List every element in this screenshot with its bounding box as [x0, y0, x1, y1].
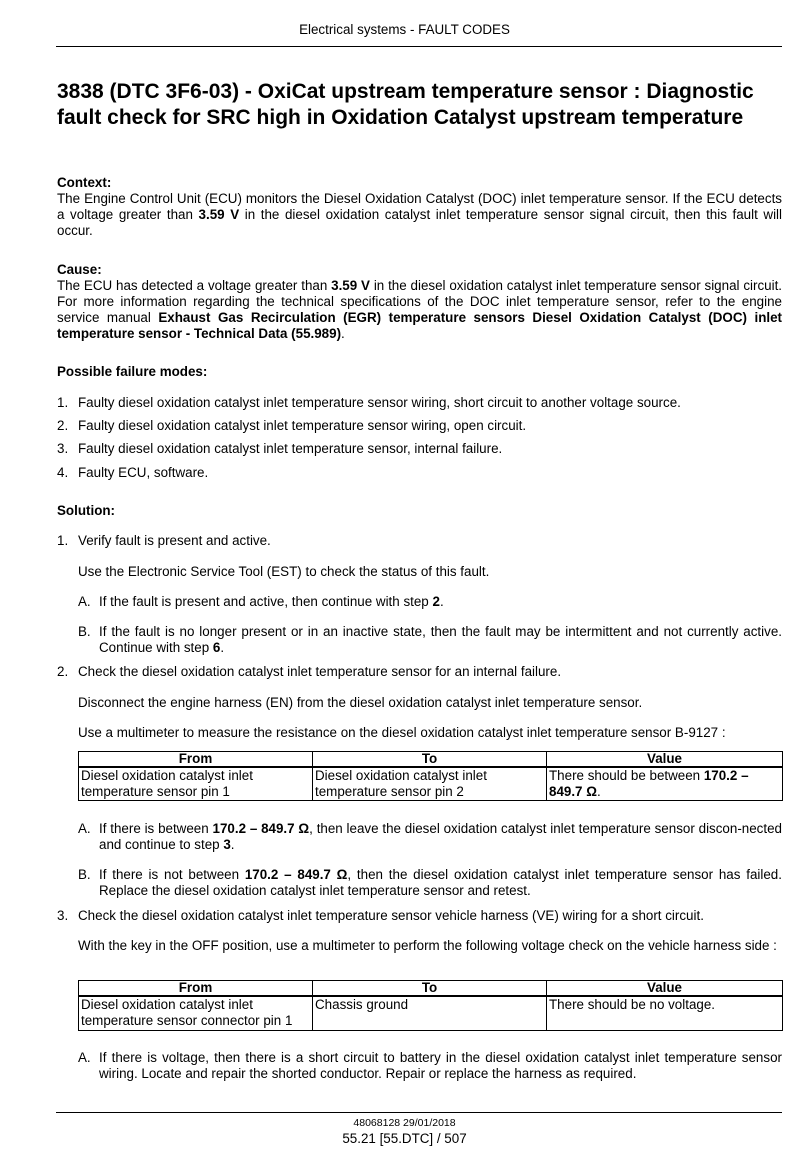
list-item: Faulty diesel oxidation catalyst inlet temperature sensor, internal failure. [78, 441, 503, 456]
footer-document-id: 48068128 29/01/2018 [353, 1117, 456, 1129]
step-3a-text: If there is voltage, then there is a short circuit to battery in the diesel oxidation catalyst inlet temperature sensor wiring. Locate and repair the shorted conductor. Repair or replace the harness as required. [99, 1050, 782, 1081]
step-1a-text: If the fault is present and active, then continue with step 2. [99, 594, 444, 609]
cause-heading: Cause: [57, 262, 102, 277]
step-2-instruction: Disconnect the engine harness (EN) from the diesel oxidation catalyst inlet temperature sensor. [78, 695, 643, 710]
step-1-number: 1. [57, 533, 69, 548]
resistance-check-table [78, 751, 783, 801]
step-1a-letter: A. [78, 594, 91, 609]
table-header: From [79, 981, 313, 997]
table-header: From [79, 752, 313, 768]
failure-modes-heading: Possible failure modes: [57, 364, 208, 379]
context-heading: Context: [57, 175, 112, 190]
context-text: The Engine Control Unit (ECU) monitors the Diesel Oxidation Catalyst (DOC) inlet temperature sensor. If the ECU detects a voltage greater than 3.59 V in the diesel oxidation catalyst inlet temperature sensor signal circuit, then this fault will occur. [57, 191, 783, 238]
step-2-text: Check the diesel oxidation catalyst inlet temperature sensor for an internal failure. [78, 664, 562, 679]
step-3-instruction: With the key in the OFF position, use a multimeter to perform the following voltage check on the vehicle harness side : [78, 938, 777, 953]
list-item-number: 2. [57, 418, 69, 433]
table-cell: Diesel oxidation catalyst inlet temperature sensor connector pin 1 [79, 996, 313, 1030]
step-2-instruction: Use a multimeter to measure the resistance on the diesel oxidation catalyst inlet temperature sensor B-9127 : [78, 725, 726, 740]
footer-rule [56, 1112, 782, 1113]
table-cell: Chassis ground [313, 996, 547, 1030]
step-1b-text: If the fault is no longer present or in an inactive state, then the fault may be intermittent and not currently active. Continue with step 6. [99, 624, 782, 655]
step-3-text: Check the diesel oxidation catalyst inlet temperature sensor vehicle harness (VE) wiring for a short circuit. [78, 908, 704, 923]
page-header: Electrical systems - FAULT CODES [299, 22, 510, 37]
page-title: 3838 (DTC 3F6-03) - OxiCat upstream temperature sensor : Diagnostic fault check for SRC high in Oxidation Catalyst upstream temperature [57, 80, 754, 129]
step-2a-text: If there is between 170.2 – 849.7 Ω, then leave the diesel oxidation catalyst inlet temperature sensor discon-nected and continue to step 3. [99, 821, 782, 852]
list-item: Faulty ECU, software. [78, 465, 209, 480]
table-header-row [79, 752, 783, 768]
list-item: Faulty diesel oxidation catalyst inlet temperature sensor wiring, open circuit. [78, 418, 527, 433]
voltage-check-table [78, 980, 783, 1031]
step-2-number: 2. [57, 664, 69, 679]
list-item-number: 1. [57, 395, 69, 410]
cause-text: The ECU has detected a voltage greater than 3.59 V in the diesel oxidation catalyst inlet temperature sensor signal circuit. For more information regarding the technical specifications of the DOC inlet temperature sensor, refer to the engine service manual Exhaust Gas Recirculation (EGR) temperature sensors Diesel Oxidation Catalyst (DOC) inlet temperature sensor - Technical Data (55.989). [57, 278, 783, 341]
table-header: To [313, 752, 547, 768]
step-3a-letter: A. [78, 1050, 91, 1065]
step-1b-letter: B. [78, 624, 91, 639]
header-rule [56, 46, 782, 47]
step-2b-text: If there is not between 170.2 – 849.7 Ω, then the diesel oxidation catalyst inlet temperature sensor has failed. Replace the diesel oxidation catalyst inlet temperature sensor and retest. [99, 867, 782, 898]
step-1-text: Verify fault is present and active. [78, 533, 271, 548]
table-cell: Diesel oxidation catalyst inlet temperature sensor pin 1 [79, 767, 313, 801]
list-item-number: 4. [57, 465, 69, 480]
table-row [79, 996, 783, 1030]
solution-heading: Solution: [57, 503, 116, 518]
step-3-number: 3. [57, 908, 69, 923]
footer-page-number: 55.21 [55.DTC] / 507 [342, 1131, 467, 1146]
step-2a-letter: A. [78, 821, 91, 836]
table-header: To [313, 981, 547, 997]
list-item: Faulty diesel oxidation catalyst inlet temperature sensor wiring, short circuit to another voltage source. [78, 395, 681, 410]
table-cell: There should be no voltage. [547, 996, 783, 1030]
cause-reference: Exhaust Gas Recirculation (EGR) temperature sensors Diesel Oxidation Catalyst (DOC) inlet temperature sensor - Technical Data (55.989) [57, 310, 782, 341]
table-header-row [79, 981, 783, 997]
table-header: Value [547, 981, 783, 997]
table-cell: Diesel oxidation catalyst inlet temperature sensor pin 2 [313, 767, 547, 801]
step-2b-letter: B. [78, 867, 91, 882]
table-header: Value [547, 752, 783, 768]
step-1-instruction: Use the Electronic Service Tool (EST) to check the status of this fault. [78, 564, 490, 579]
table-cell: There should be between 170.2 – 849.7 Ω. [547, 767, 783, 801]
list-item-number: 3. [57, 441, 69, 456]
table-row [79, 767, 783, 801]
